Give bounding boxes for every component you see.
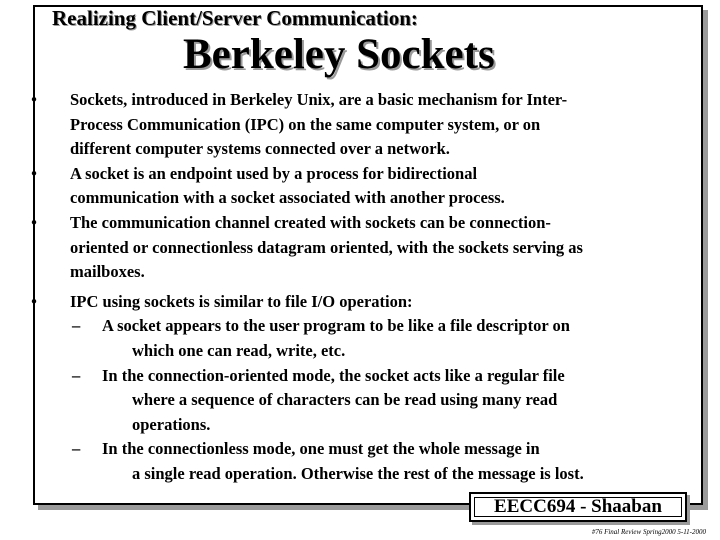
sub-bullet-mark: – — [72, 365, 81, 385]
slide-title: Berkeley Sockets — [183, 31, 495, 78]
bullet-mark: • — [31, 212, 37, 232]
bullet-line: Sockets, introduced in Berkeley Unix, are a basic mechanism for Inter- — [70, 90, 568, 109]
bullet-line: A socket is an endpoint used by a process for bidirectional — [70, 163, 478, 183]
sub-bullet-mark: – — [72, 439, 81, 459]
footer-badge — [469, 492, 687, 522]
bullet-item — [24, 162, 704, 211]
bullet-line: IPC using sockets is similar to file I/O operation: — [70, 291, 413, 311]
sub-bullet-mark: – — [72, 316, 81, 336]
bullet-line: communication with a socket associated with another process. — [70, 188, 505, 208]
bullet-line: Process Communication (IPC) on the same computer system, or on — [70, 114, 541, 134]
sub-bullet-line: operations. — [132, 414, 211, 434]
bullet-item — [24, 88, 704, 162]
bullet-line: oriented or connectionless datagram oriented, with the sockets serving as — [70, 237, 583, 257]
slide-body — [24, 88, 704, 487]
sub-bullet-item — [24, 437, 704, 486]
bullet-mark: • — [31, 90, 37, 109]
bullet-line: The communication channel created with sockets can be connection- — [70, 212, 551, 232]
sub-bullet-line: In the connection-oriented mode, the socket acts like a regular file — [102, 365, 565, 385]
sub-bullet-line: which one can read, write, etc. — [132, 340, 346, 360]
bullet-line: mailboxes. — [70, 262, 145, 282]
bullet-mark: • — [31, 163, 37, 183]
footer-label: EECC694 - Shaaban — [494, 496, 662, 517]
sub-bullet-line: In the connectionless mode, one must get the whole message in — [102, 439, 540, 459]
sub-bullet-line: a single read operation. Otherwise the rest of the message is lost. — [132, 463, 584, 483]
slide-subtitle: Realizing Client/Server Communication: — [52, 6, 418, 30]
sub-bullet-item — [24, 314, 704, 363]
footer-note: #76 Final Review Spring2000 5-11-2000 — [591, 528, 706, 536]
bullet-mark: • — [31, 291, 37, 311]
bullet-item — [24, 211, 704, 285]
bullet-item — [24, 290, 704, 315]
bullet-line: different computer systems connected over a network. — [70, 139, 450, 159]
sub-bullet-line: where a sequence of characters can be read using many read — [132, 390, 558, 410]
sub-bullet-item — [24, 364, 704, 438]
sub-bullet-line: A socket appears to the user program to be like a file descriptor on — [102, 316, 570, 336]
